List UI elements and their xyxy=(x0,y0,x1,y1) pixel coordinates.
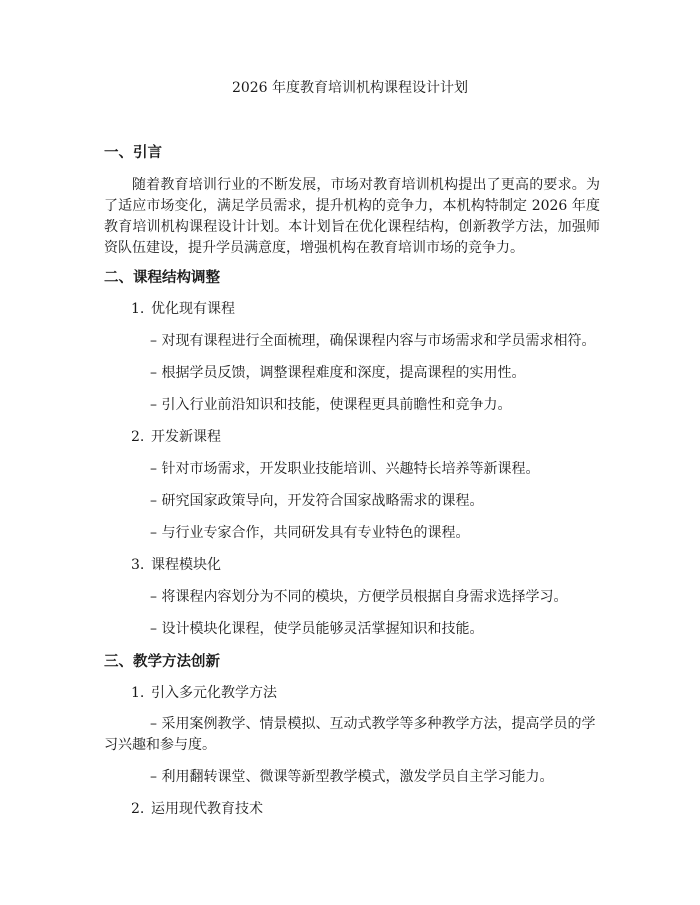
intro-paragraph: 随着教育培训行业的不断发展，市场对教育培训机构提出了更高的要求。为了适应市场变化，满足学员需求，提升机构的竞争力，本机构特制定 2026 年度教育培训机构课程设计计划。本计划旨在优化课程结构，创新教学方法，加强师资队伍建设，提升学员满意度，增强机构在教育培训市场的竞争力。 xyxy=(104,177,600,256)
bullet-item: – 将课程内容划分为不同的模块，方便学员根据自身需求选择学习。 xyxy=(150,589,568,605)
list-item-title xyxy=(131,555,221,575)
bullet-item: – 与行业专家合作，共同研发具有专业特色的课程。 xyxy=(150,525,470,541)
list-item-number: 1. xyxy=(131,301,145,317)
bullet-item: – 对现有课程进行全面梳理，确保课程内容与市场需求和学员需求相符。 xyxy=(150,333,596,349)
list-item-label: 引入多元化教学方法 xyxy=(151,685,277,701)
bullet-item: – 针对市场需求，开发职业技能培训、兴趣特长培养等新课程。 xyxy=(150,461,540,477)
list-item-label: 优化现有课程 xyxy=(151,301,235,317)
list-item-label: 开发新课程 xyxy=(151,429,221,445)
bullet-item: – 引入行业前沿知识和技能，使课程更具前瞻性和竞争力。 xyxy=(150,397,512,413)
list-item-label: 运用现代教育技术 xyxy=(151,801,263,817)
document-title: 2026 年度教育培训机构课程设计计划 xyxy=(231,80,469,96)
section-heading-course-structure: 二、课程结构调整 xyxy=(104,270,220,286)
list-item-number: 2. xyxy=(131,429,145,445)
list-item-title xyxy=(131,427,221,447)
bullet-item: – 设计模块化课程，使学员能够灵活掌握知识和技能。 xyxy=(150,621,484,637)
list-item-title xyxy=(131,299,235,319)
list-item-number: 3. xyxy=(131,557,145,573)
list-item-label: 课程模块化 xyxy=(151,557,221,573)
list-item-number: 1. xyxy=(131,685,145,701)
bullet-item: – 采用案例教学、情景模拟、互动式教学等多种教学方法，提高学员的学习兴趣和参与度。 xyxy=(104,716,596,753)
section-heading-intro: 一、引言 xyxy=(104,145,162,161)
bullet-item: – 根据学员反馈，调整课程难度和深度，提高课程的实用性。 xyxy=(150,365,526,381)
bullet-item: – 利用翻转课堂、微课等新型教学模式，激发学员自主学习能力。 xyxy=(150,769,554,785)
list-item-title xyxy=(131,799,263,819)
section-heading-teaching-methods: 三、教学方法创新 xyxy=(104,654,220,670)
bullet-item: – 研究国家政策导向，开发符合国家战略需求的课程。 xyxy=(150,493,484,509)
list-item-title xyxy=(131,683,277,703)
list-item-number: 2. xyxy=(131,801,145,817)
